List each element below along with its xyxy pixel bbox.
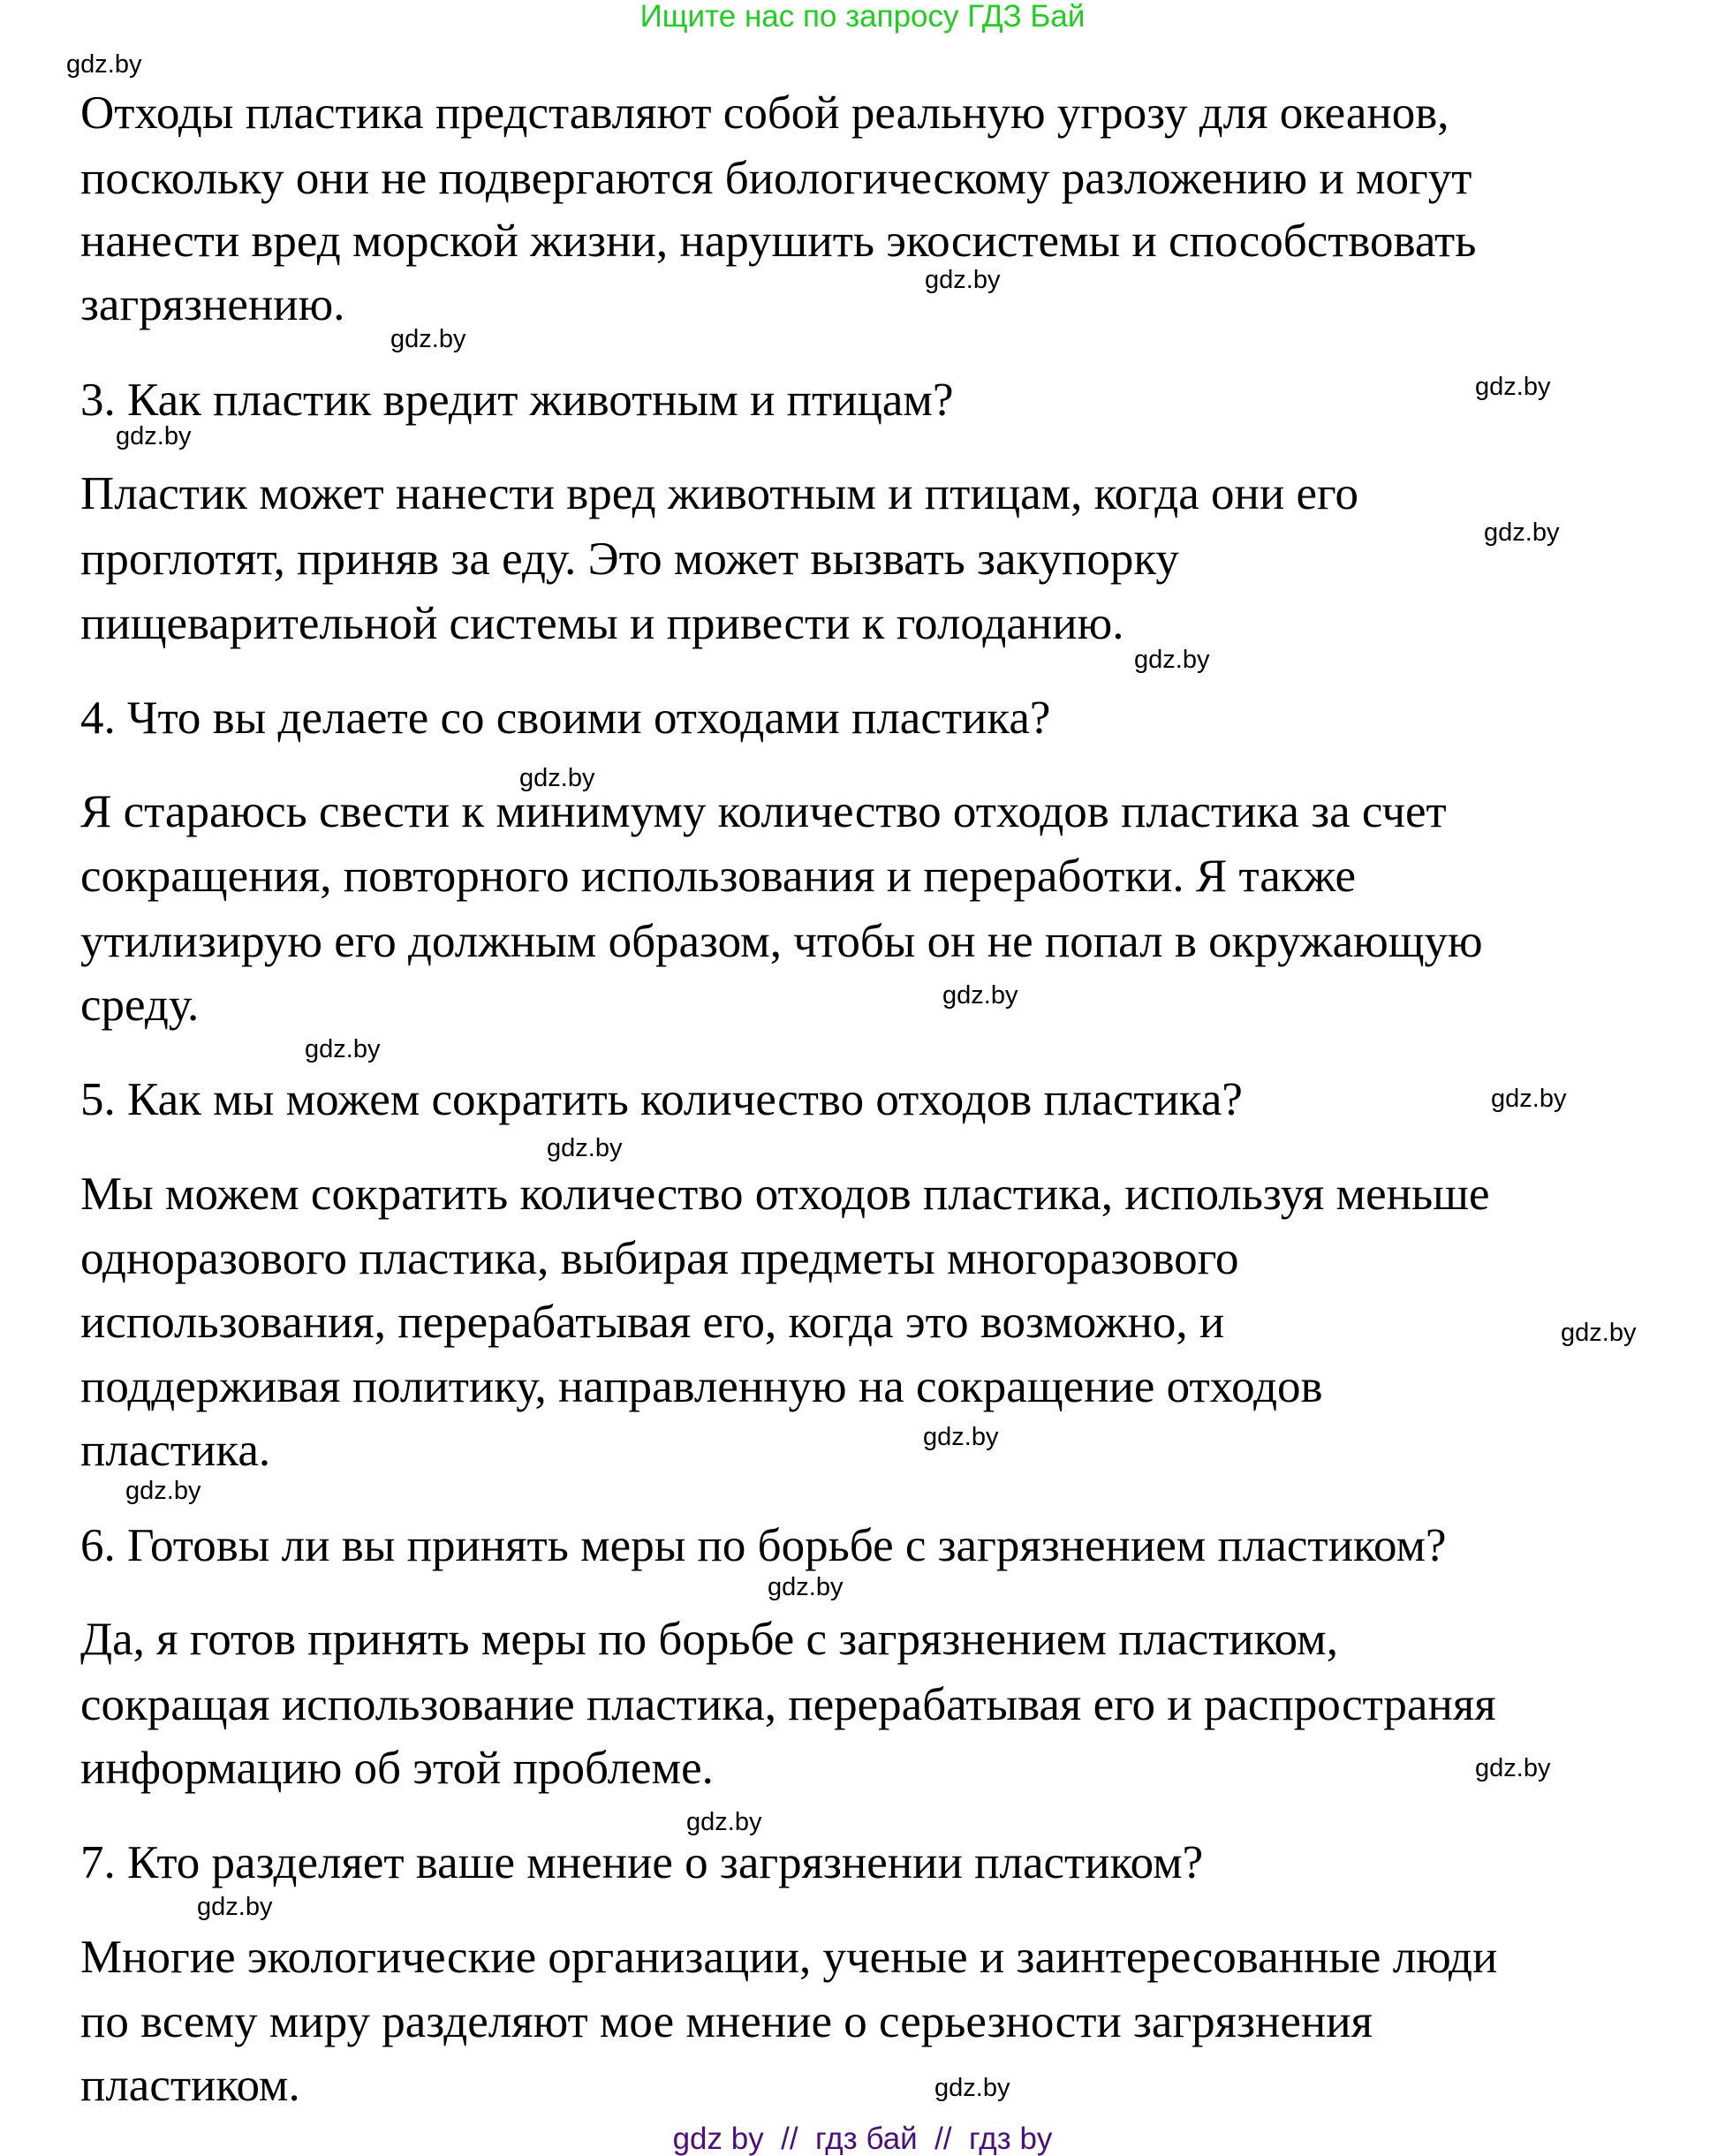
answer-7-line: Многие экологические организации, ученые и заинтересованные люди — [80, 1932, 1498, 1983]
watermark: gdz.by — [66, 50, 142, 79]
search-hint-header: Ищите нас по запросу ГДЗ Бай — [639, 0, 1086, 34]
watermark: gdz.by — [1491, 1085, 1567, 1113]
question-7: 7. Кто разделяет ваше мнение о загрязнении пластиком? — [80, 1837, 1204, 1888]
answer-4-line: утилизирую его должным образом, чтобы он не попал в окружающую — [80, 916, 1483, 967]
question-5: 5. Как мы можем сократить количество отходов пластика? — [80, 1074, 1243, 1125]
watermark: gdz.by — [925, 266, 1001, 294]
watermark: gdz.by — [1475, 1754, 1551, 1782]
watermark: gdz.by — [125, 1477, 201, 1505]
answer-2-line: загрязнению. — [80, 279, 345, 330]
answer-4-line: сокращения, повторного использования и переработки. Я также — [80, 851, 1357, 902]
answer-7-line: по всему миру разделяют мое мнение о серьезности загрязнения — [80, 1996, 1373, 2047]
answer-5-line: Мы можем сократить количество отходов пластика, используя меньше — [80, 1169, 1490, 1220]
watermark: gdz.by — [1561, 1319, 1637, 1347]
watermark: gdz.by — [934, 2074, 1010, 2102]
answer-6-line: информацию об этой проблеме. — [80, 1743, 714, 1794]
watermark: gdz.by — [768, 1573, 844, 1601]
watermark: gdz.by — [942, 981, 1018, 1010]
watermark: gdz.by — [519, 764, 595, 792]
watermark: gdz.by — [547, 1134, 623, 1162]
watermark: gdz.by — [1134, 646, 1210, 674]
answer-5-line: поддерживая политику, направленную на сокращение отходов — [80, 1361, 1323, 1412]
watermark: gdz.by — [305, 1035, 381, 1063]
watermark: gdz.by — [1484, 518, 1560, 547]
answer-5-line: одноразового пластика, выбирая предметы многоразового — [80, 1233, 1239, 1284]
watermark: gdz.by — [197, 1893, 273, 1921]
question-4: 4. Что вы делаете со своими отходами пластика? — [80, 692, 1051, 744]
answer-3-line: Пластик может нанести вред животным и птицам, когда они его — [80, 468, 1358, 519]
answer-2-line: поскольку они не подвергаются биологическому разложению и могут — [80, 153, 1472, 204]
answer-5-line: пластика. — [80, 1425, 271, 1476]
answer-3-line: проглотят, приняв за еду. Это может вызвать закупорку — [80, 533, 1179, 585]
answer-2-line: Отходы пластика представляют собой реальную угрозу для океанов, — [80, 87, 1449, 139]
watermark: gdz.by — [116, 422, 192, 450]
answer-4-line: Я стараюсь свести к минимуму количество отходов пластика за счет — [80, 786, 1447, 837]
answer-3-line: пищеварительной системы и привести к голоданию. — [80, 598, 1124, 649]
answer-6-line: сокращая использование пластика, перерабатывая его и распространяя — [80, 1679, 1496, 1730]
answer-2-line: нанести вред морской жизни, нарушить экосистемы и способствовать — [80, 216, 1477, 267]
watermark: gdz.by — [686, 1808, 762, 1836]
footer-links: gdz by // гдз бай // гдз by — [672, 2122, 1053, 2156]
question-6: 6. Готовы ли вы принять меры по борьбе с загрязнением пластиком? — [80, 1520, 1447, 1571]
answer-6-line: Да, я готов принять меры по борьбе с загрязнением пластиком, — [80, 1614, 1338, 1665]
answer-7-line: пластиком. — [80, 2060, 300, 2111]
question-3: 3. Как пластик вредит животным и птицам? — [80, 374, 954, 426]
watermark: gdz.by — [390, 325, 466, 353]
answer-4-line: среду. — [80, 980, 200, 1031]
watermark: gdz.by — [1475, 373, 1551, 401]
answer-5-line: использования, перерабатывая его, когда это возможно, и — [80, 1297, 1225, 1348]
watermark: gdz.by — [923, 1423, 999, 1451]
